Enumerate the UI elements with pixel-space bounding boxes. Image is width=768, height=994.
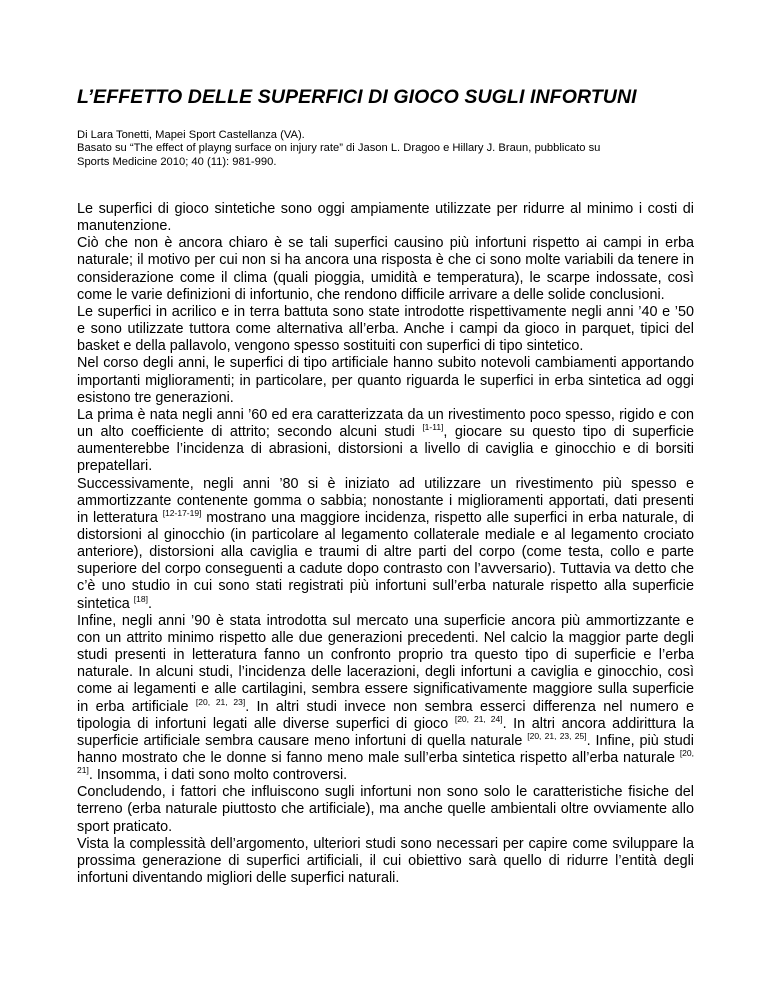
paragraph-text: . Infine, più studi hanno mostrato che le donne si fanno meno male sull’erba sintetica rispetto all’erba naturale	[77, 732, 695, 766]
citation-reference: [18]	[133, 593, 148, 604]
paragraph-text: , giocare su questo tipo di superficie aumenterebbe l’incidenza di abrasioni, distorsioni a livello di caviglia e ginocchio e di borsiti prepatellari.	[77, 424, 694, 475]
body-paragraph	[77, 304, 694, 355]
paragraph-text: Ciò che non è ancora chiaro è se tali superfici causino più infortuni rispetto ai campi in erba naturale; il motivo per cui non si ha ancora una risposta è che ci sono molte variabili da tenere in considerazione come il clima (quali pioggia, umidità e temperatura), le scarpe indossate, così come le varie definizioni di infortunio, che rendono difficile arrivare a delle solide conclusioni.	[77, 235, 694, 303]
source-line: Basato su “The effect of playng surface on injury rate” di Jason L. Dragoo e Hillary J. Braun, pubblicato su	[77, 142, 601, 155]
paragraph-text: Nel corso degli anni, le superfici di tipo artificiale hanno subito notevoli cambiamenti apportando importanti miglioramenti; in particolare, per quanto riguarda le superfici in erba sintetica ad oggi esistono tre generazioni.	[77, 355, 694, 406]
article-body	[77, 201, 694, 887]
paragraph-text: Le superfici in acrilico e in terra battuta sono state introdotte rispettivamente negli anni ’40 e ’50 e sono utilizzate tuttora come alternativa all’erba. Anche i campi da gioco in parquet, tipici del basket e della pallavolo, vengono spesso sostituiti con superfici di tipo sintetico.	[77, 303, 694, 355]
body-paragraph	[77, 355, 694, 406]
body-paragraph	[77, 836, 694, 887]
citation-reference: [1-11]	[422, 422, 444, 433]
article-byline	[77, 129, 697, 169]
author-line: Di Lara Tonetti, Mapei Sport Castellanza (VA).	[77, 129, 305, 141]
source-citation-line: Sports Medicine 2010; 40 (11): 981-990.	[77, 155, 277, 168]
paragraph-text: Successivamente, negli anni ’80 si è iniziato ad utilizzare un rivestimento più spesso e ammortizzante contenente gomma o sabbia; nonostante i miglioramenti apportati, dati presenti in letteratura	[77, 475, 694, 526]
paragraph-text: . Insomma, i dati sono molto controversi.	[88, 767, 348, 784]
article-title: L’EFFETTO DELLE SUPERFICI DI GIOCO SUGLI INFORTUNI	[77, 86, 637, 108]
paragraph-text: La prima è nata negli anni ’60 ed era caratterizzata da un rivestimento poco spesso, rigido e con un alto coefficiente di attrito; secondo alcuni studi	[77, 406, 694, 441]
citation-reference: [20, 21, 23]	[195, 696, 246, 707]
citation-reference: [20, 21, 24]	[454, 713, 503, 724]
citation-reference: [12-17-19]	[162, 507, 202, 518]
body-paragraph	[77, 407, 694, 476]
paragraph-text: .	[147, 595, 152, 612]
paragraph-text: mostrano una maggiore incidenza, rispetto alle superfici in erba naturale, di distorsioni al ginocchio (in particolare al legamento collaterale mediale e al legamento crociato anteriore), distorsioni alla caviglia e traumi di altre parti del corpo (come testa, collo e parte superiore del corpo conseguenti a cadute dopo contrasto con l’avversario). Tuttavia va detto che c’è uno studio in cui sono stati registrati più infortuni sull’erba naturale rispetto alla superficie sintetica	[77, 509, 694, 612]
paragraph-text: . In altri ancora addirittura la superficie artificiale sembra causare meno infortuni di quella naturale	[77, 715, 694, 749]
body-paragraph	[77, 201, 694, 235]
citation-reference: [20, 21, 23, 25]	[527, 730, 587, 741]
paragraph-text: Concludendo, i fattori che influiscono sugli infortuni non sono solo le caratteristiche fisiche del terreno (erba naturale piuttosto che artificiale), ma anche quelle ambientali oltre ovviamente allo sport praticato.	[77, 784, 694, 835]
paragraph-text: Infine, negli anni ’90 è stata introdotta sul mercato una superficie ancora più ammortizzante e con un attrito minimo rispetto alle due generazioni precedenti. Nel calcio la maggior parte degli studi presenti in letteratura fanno un confronto proprio tra questo tipo di superficie e l’erba naturale. In alcuni studi, l’incidenza delle lacerazioni, degli infortuni a caviglia e ginocchio, così come ai legamenti e alle cartilagini, sembra essere significativamente maggiore sulla superficie in erba artificiale	[77, 612, 694, 715]
body-paragraph	[77, 784, 694, 835]
citation-reference: [20, 21]	[77, 748, 694, 776]
paragraph-text: . In altri studi invece non sembra esserci differenza nel numero e tipologia di infortuni legati alle diverse superfici di gioco	[77, 698, 694, 732]
body-paragraph	[77, 235, 694, 304]
paragraph-text: Vista la complessità dell’argomento, ulteriori studi sono necessari per capire come sviluppare la prossima generazione di superfici artificiali, il cui obiettivo sarà quello di ridurre l’entità degli infortuni diventando migliori delle superfici naturali.	[77, 835, 694, 887]
body-paragraph	[77, 476, 694, 613]
body-paragraph	[77, 613, 694, 785]
paragraph-text: Le superfici di gioco sintetiche sono oggi ampiamente utilizzate per ridurre al minimo i costi di manutenzione.	[77, 201, 694, 235]
